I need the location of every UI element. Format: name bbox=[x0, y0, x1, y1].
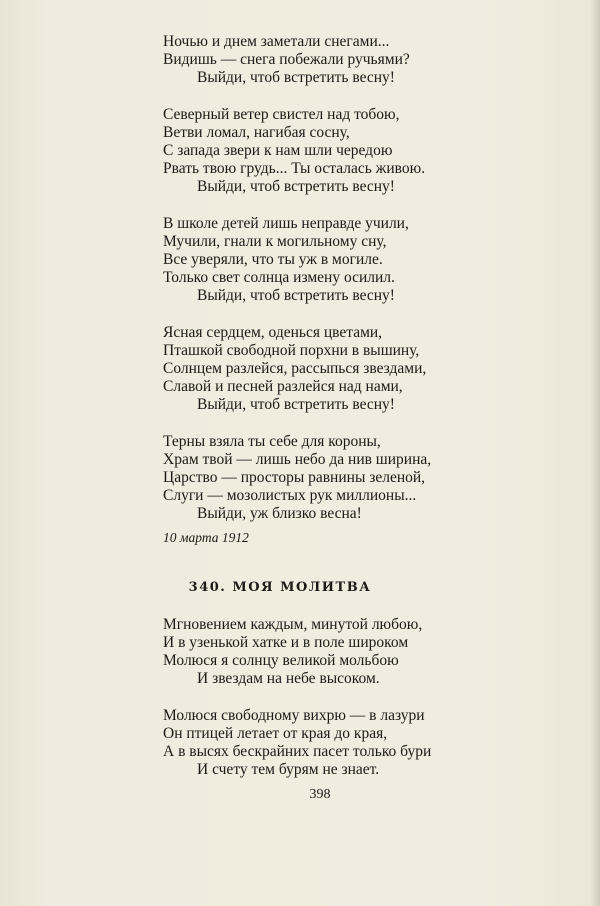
indented-line: И счету тем бурям не знает. bbox=[197, 761, 380, 778]
poem-line: В школе детей лишь неправде учили, bbox=[163, 215, 409, 232]
refrain-line: Выйди, чтоб встретить весну! bbox=[197, 287, 395, 304]
poem-line: Слуги — мозолистых рук миллионы... bbox=[163, 487, 417, 504]
stanza bbox=[163, 324, 503, 414]
poem-line: Солнцем разлейся, рассыпься звездами, bbox=[163, 360, 427, 377]
poem-line: С запада звери к нам шли чередою bbox=[163, 142, 393, 159]
poem-line: Пташкой свободной порхни в вышину, bbox=[163, 342, 420, 359]
poem-line: Ночью и днем заметали снегами... bbox=[163, 33, 390, 50]
poem-2 bbox=[163, 616, 503, 779]
poem-title: 340. МОЯ МОЛИТВА bbox=[188, 580, 372, 595]
page-edge-shadow bbox=[590, 0, 600, 906]
poem-line: Ясная сердцем, оденься цветами, bbox=[163, 324, 383, 341]
poem-line: Ветви ломал, нагибая сосну, bbox=[163, 124, 350, 141]
refrain-line: Выйди, чтоб встретить весну! bbox=[197, 396, 395, 413]
poem-line: Рвать твою грудь... Ты осталась живою. bbox=[163, 160, 426, 177]
poem-line: А в высях бескрайних пасет только бури bbox=[163, 743, 432, 760]
poem-line: Только свет солнца измену осилил. bbox=[163, 269, 395, 286]
poem-line: Северный ветер свистел над тобою, bbox=[163, 106, 400, 123]
stanza bbox=[163, 707, 503, 779]
stanza bbox=[163, 616, 503, 688]
poem-date: 10 марта 1912 bbox=[163, 530, 249, 545]
poem-line: И в узенькой хатке и в поле широком bbox=[163, 634, 409, 651]
poem-line: Терны взяла ты себе для короны, bbox=[163, 433, 381, 450]
page-number: 398 bbox=[309, 787, 331, 802]
refrain-line: Выйди, чтоб встретить весну! bbox=[197, 69, 395, 86]
poem-line: Молюся свободному вихрю — в лазури bbox=[163, 707, 425, 724]
stanza bbox=[163, 433, 503, 523]
refrain-line: Выйди, уж близко весна! bbox=[197, 505, 362, 522]
refrain-line: Выйди, чтоб встретить весну! bbox=[197, 178, 395, 195]
poem-line: Мгновением каждым, минутой любою, bbox=[163, 616, 423, 633]
stanza bbox=[163, 215, 503, 305]
stanza bbox=[163, 33, 503, 87]
poem-line: Видишь — снега побежали ручьями? bbox=[163, 51, 410, 68]
poem-line: Царство — просторы равнины зеленой, bbox=[163, 469, 426, 486]
poem-line: Все уверяли, что ты уж в могиле. bbox=[163, 251, 383, 268]
poem-1 bbox=[163, 33, 503, 547]
poem-line: Он птицей летает от края до края, bbox=[163, 725, 388, 742]
poem-line: Молюся я солнцу великой мольбою bbox=[163, 652, 399, 669]
poem-line: Славой и песней разлейся над нами, bbox=[163, 378, 403, 395]
poem-line: Храм твой — лишь небо да нив ширина, bbox=[163, 451, 432, 468]
stanza bbox=[163, 106, 503, 196]
poem-line: Мучили, гнали к могильному сну, bbox=[163, 233, 387, 250]
indented-line: И звездам на небе высоком. bbox=[197, 670, 380, 687]
